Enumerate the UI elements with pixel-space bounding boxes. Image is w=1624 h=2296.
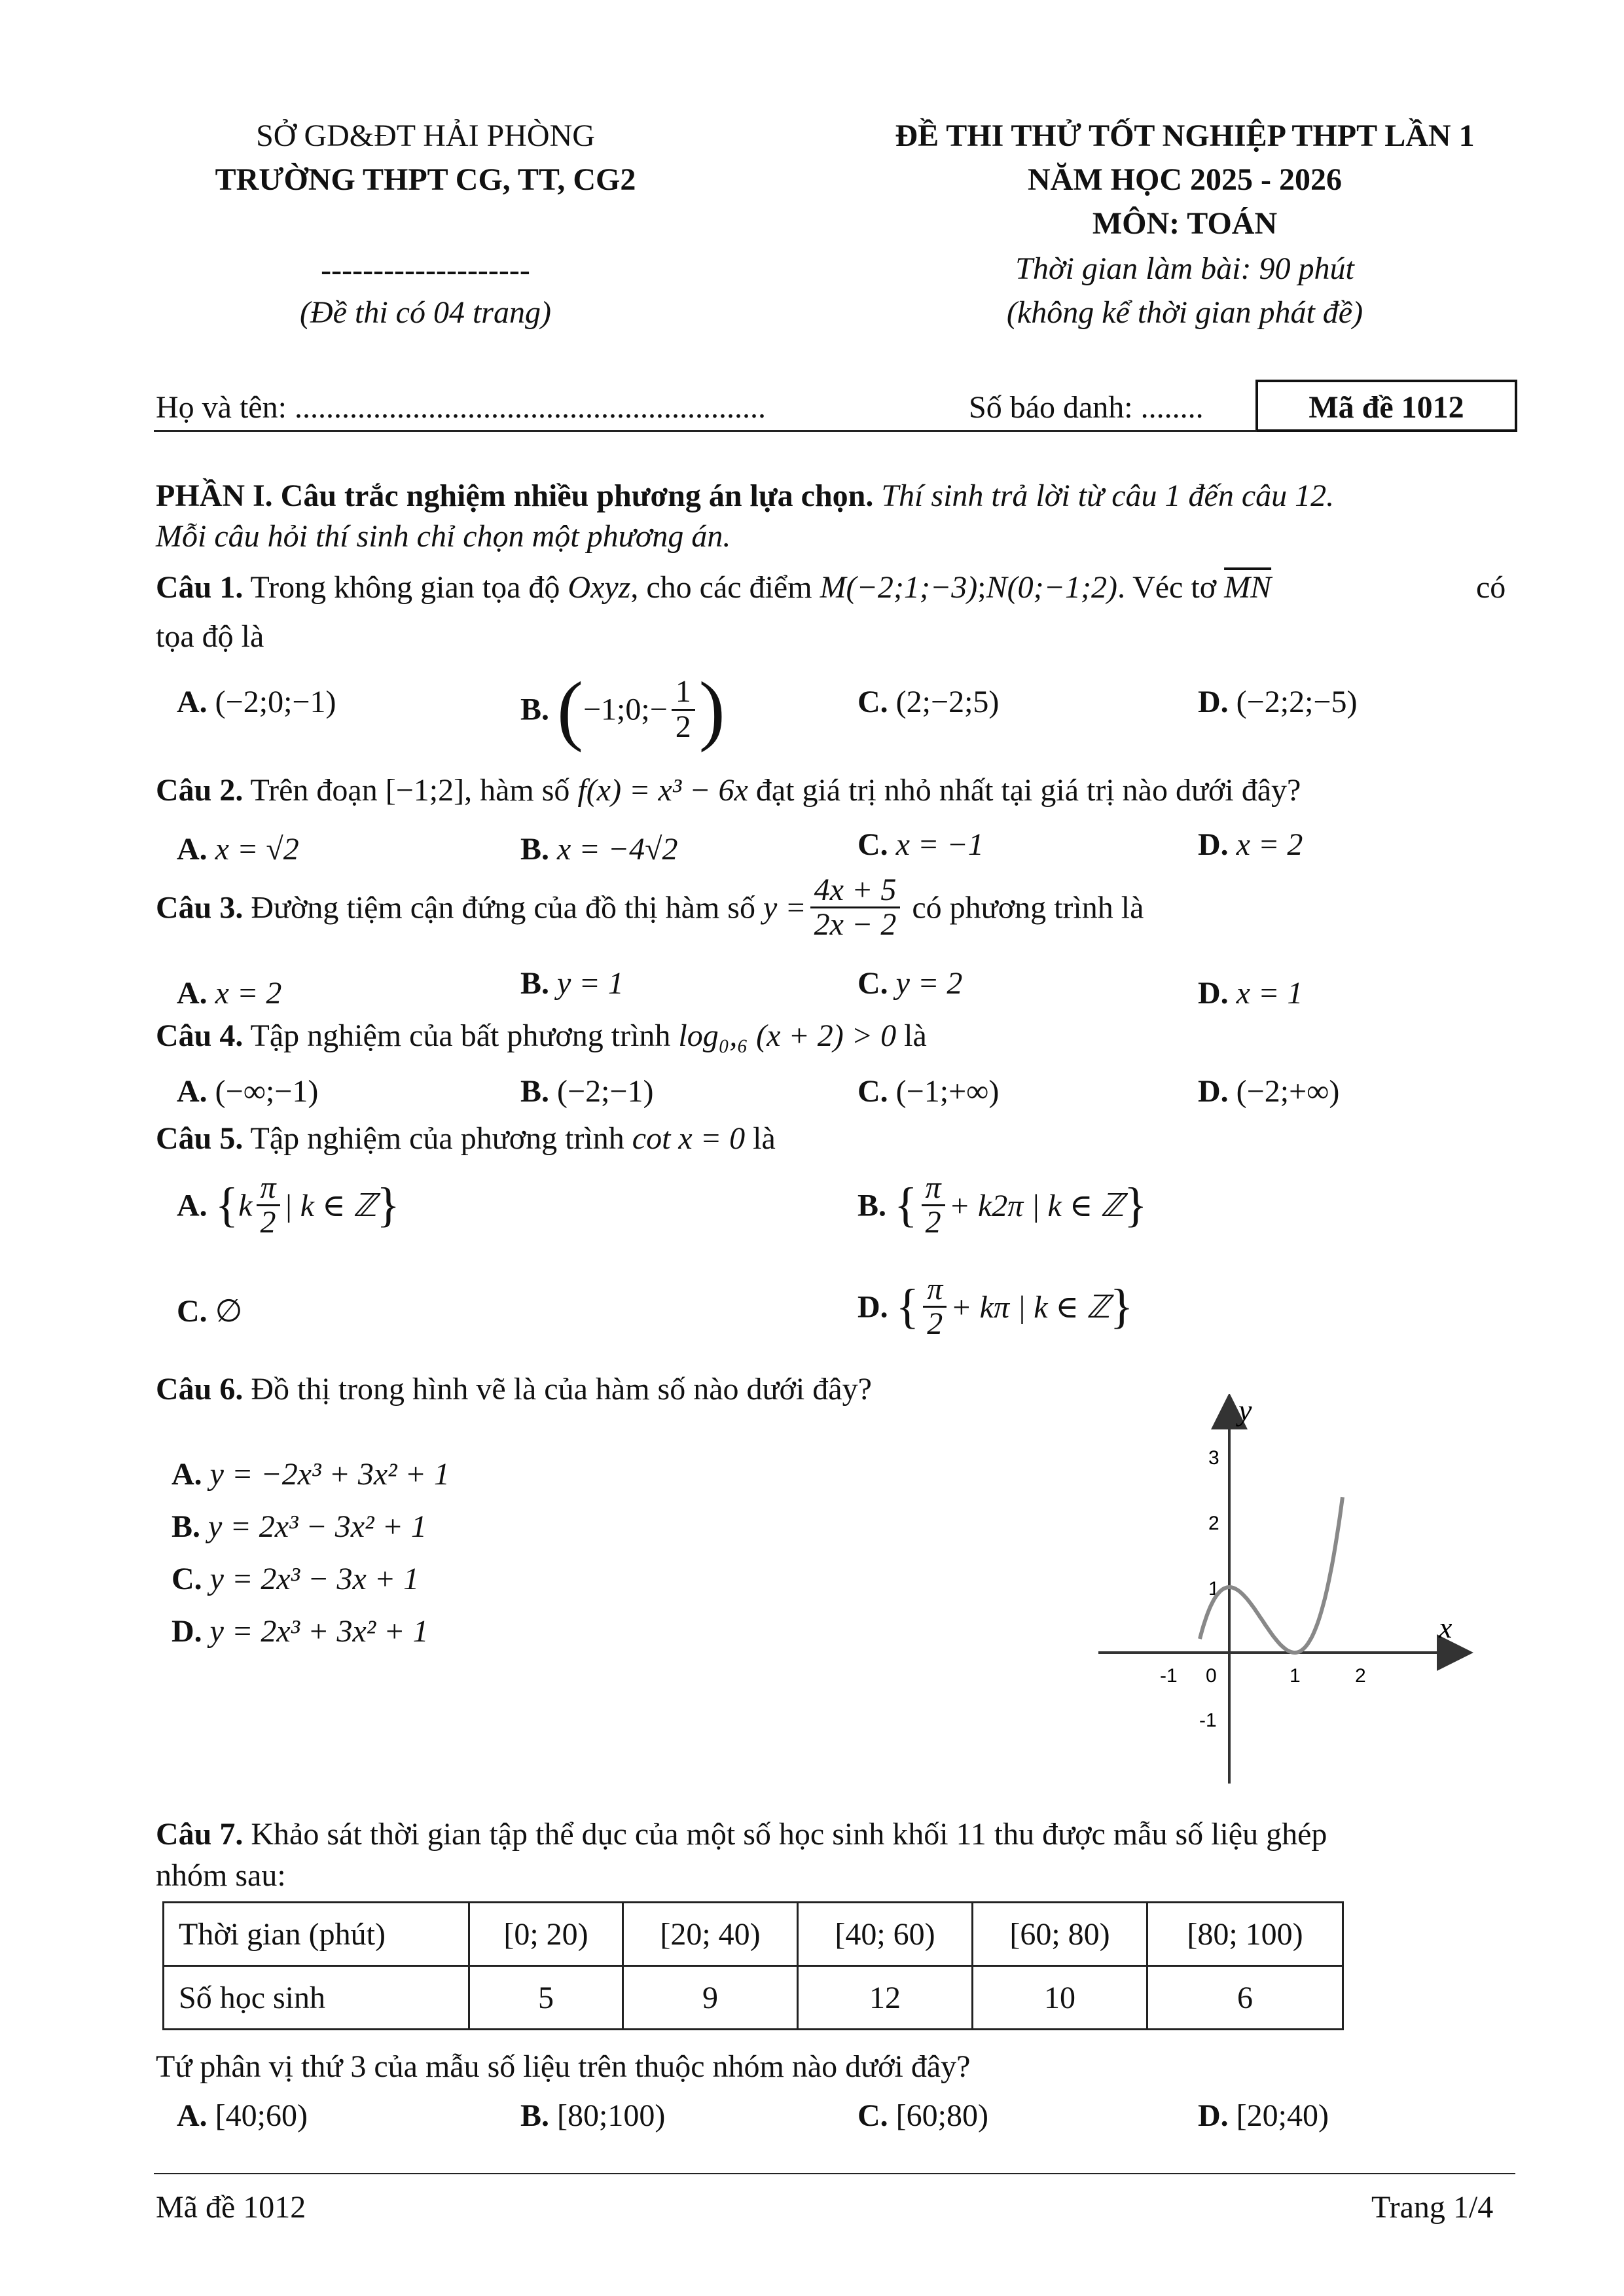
q7-text2: nhóm sau: <box>156 1858 286 1893</box>
y-tick-1: 1 <box>1208 1578 1219 1600</box>
question-7 <box>156 1816 1327 1852</box>
q7-option-d: D. [20;40) <box>1198 2098 1329 2133</box>
x-axis-label: x <box>1439 1611 1453 1644</box>
q4-text2: là <box>904 1018 927 1053</box>
part1-instruction: Thí sinh trả lời từ câu 1 đến câu 12. <box>881 478 1335 513</box>
q4-option-b: B. (−2;−1) <box>520 1074 654 1109</box>
q3-d-value: x = 1 <box>1236 976 1303 1011</box>
q4-a-value: (−∞;−1) <box>215 1074 319 1109</box>
question-5 <box>156 1121 776 1157</box>
q5-option-d: D. { $\frac{\pi}{2}$ + kπ | k ∈ ℤ} <box>857 1272 1134 1342</box>
table-cell: [40; 60) <box>798 1903 973 1966</box>
time-limit: Thời gian làm bài: 90 phút <box>1015 251 1354 286</box>
table-cell: 10 <box>973 1966 1147 2030</box>
school-department: SỞ GD&ĐT HẢI PHÒNG <box>256 118 595 153</box>
q2-c-value: x = −1 <box>895 827 984 862</box>
q5-d-den: 2 <box>927 1306 943 1342</box>
q5-d-num: π <box>923 1273 947 1308</box>
question-3 <box>156 874 1144 942</box>
q1-b-num: 1 <box>672 675 695 710</box>
q5-b-post: + k2π | k ∈ ℤ <box>948 1188 1125 1223</box>
student-id-field: Số báo danh: ........ <box>969 390 1204 425</box>
subject: MÔN: TOÁN <box>1092 206 1278 241</box>
q6-c-value: y = 2x³ − 3x + 1 <box>209 1562 420 1596</box>
part1-title: PHẦN I. Câu trắc nghiệm nhiều phương án lựa chọn. <box>156 478 874 513</box>
q1-point-m: M(−2;1;−3) <box>820 570 978 605</box>
q2-text1: Trên đoạn <box>250 773 378 808</box>
q2-option-a: A. x = √2 <box>177 832 299 867</box>
q2-interval: [−1;2] <box>385 773 465 808</box>
q1-vector: $\overline{MN}$ <box>1224 570 1272 605</box>
y-tick-2: 2 <box>1208 1513 1219 1534</box>
q1-option-b: B. (−1;0;− $\frac{1}{2}$ ) <box>520 666 725 753</box>
q2-option-d: D. x = 2 <box>1198 827 1303 862</box>
q4-option-c: C. (−1;+∞) <box>857 1074 1000 1109</box>
table-cell: 5 <box>469 1966 623 2030</box>
q1-b-pre: −1;0;− <box>583 692 668 727</box>
q5-text1: Tập nghiệm của phương trình <box>250 1121 624 1156</box>
table-row <box>164 1966 1343 2030</box>
q2-function: f(x) = x³ − 6x <box>577 773 748 808</box>
q6-option-b: B. y = 2x³ − 3x² + 1 <box>171 1509 427 1544</box>
function-graph <box>1087 1394 1479 1787</box>
footer-exam-code: Mã đề 1012 <box>156 2190 306 2225</box>
q1-label: Câu 1. <box>156 570 244 605</box>
y-tick-neg1: -1 <box>1199 1710 1217 1731</box>
q7-option-c: C. [60;80) <box>857 2098 988 2133</box>
q1-text3: . Véc tơ <box>1117 570 1217 605</box>
page-count: (Đề thi có 04 trang) <box>300 295 551 330</box>
q7-c-value: [60;80) <box>895 2098 988 2133</box>
header-dashes: -------------------- <box>321 253 530 287</box>
q3-option-a: A. x = 2 <box>177 976 282 1011</box>
part1-heading <box>156 478 1334 514</box>
q5-c-value: ∅ <box>215 1294 243 1329</box>
q1-b-den: 2 <box>675 709 691 744</box>
q3-option-c: C. y = 2 <box>857 966 963 1001</box>
school-name: TRƯỜNG THPT CG, TT, CG2 <box>215 162 636 197</box>
student-name-field: Họ và tên: ............................................................ <box>156 390 766 425</box>
q7-d-value: [20;40) <box>1236 2098 1329 2133</box>
q4-text1: Tập nghiệm của bất phương trình <box>250 1018 671 1053</box>
q1-space: Oxyz <box>568 570 631 605</box>
q7-option-b: B. [80;100) <box>520 2098 666 2133</box>
q7-a-value: [40;60) <box>215 2098 308 2133</box>
q5-option-c: C. ∅ <box>177 1294 243 1329</box>
q2-b-value: x = −4√2 <box>557 832 678 867</box>
q5-a-den: 2 <box>260 1205 276 1240</box>
q2-option-c: C. x = −1 <box>857 827 984 862</box>
q2-option-b: B. x = −4√2 <box>520 832 678 867</box>
q3-numerator: 4x + 5 <box>810 874 901 908</box>
footer-page: Trang 1/4 <box>1371 2190 1494 2225</box>
q3-denominator: 2x − 2 <box>814 907 897 942</box>
q1-text5: tọa độ là <box>156 619 264 654</box>
q4-expression: log₀,₆ (x + 2) > 0 <box>678 1018 897 1053</box>
time-note: (không kể thời gian phát đề) <box>1006 295 1363 330</box>
q4-option-d: D. (−2;+∞) <box>1198 1074 1340 1109</box>
q6-option-d: D. y = 2x³ + 3x² + 1 <box>171 1614 429 1649</box>
q4-c-value: (−1;+∞) <box>895 1074 1000 1109</box>
q5-a-num: π <box>257 1172 280 1206</box>
table-cell: [0; 20) <box>469 1903 623 1966</box>
q1-c-value: (2;−2;5) <box>895 685 1000 719</box>
q5-b-den: 2 <box>925 1205 941 1240</box>
exam-code-box: Mã đề 1012 <box>1255 380 1517 432</box>
x-tick-neg1: -1 <box>1160 1665 1178 1687</box>
y-axis-label: y <box>1238 1394 1252 1427</box>
q6-d-value: y = 2x³ + 3x² + 1 <box>209 1614 429 1649</box>
q1-text2: , cho các điểm <box>630 570 812 605</box>
x-tick-1: 1 <box>1290 1665 1301 1687</box>
table-cell: 6 <box>1147 1966 1343 2030</box>
q7-b-value: [80;100) <box>557 2098 666 2133</box>
q4-option-a: A. (−∞;−1) <box>177 1074 319 1109</box>
q2-a-value: x = √2 <box>215 832 299 867</box>
q1-a-value: (−2;0;−1) <box>215 685 336 719</box>
q5-b-num: π <box>922 1172 945 1206</box>
header-divider <box>154 430 1257 432</box>
q1-option-d: D. (−2;2;−5) <box>1198 685 1358 719</box>
q3-option-d: D. x = 1 <box>1198 976 1303 1011</box>
question-6 <box>156 1371 872 1407</box>
q2-text2: , hàm số <box>464 773 570 808</box>
q1-option-c: C. (2;−2;5) <box>857 685 1000 719</box>
school-year: NĂM HỌC 2025 - 2026 <box>1028 162 1342 197</box>
exam-title: ĐỀ THI THỬ TỐT NGHIỆP THPT LẦN 1 <box>895 118 1475 153</box>
q3-c-value: y = 2 <box>895 966 963 1001</box>
q4-label: Câu 4. <box>156 1018 244 1053</box>
q3-option-b: B. y = 1 <box>520 966 624 1001</box>
y-tick-3: 3 <box>1208 1447 1219 1469</box>
q3-a-value: x = 2 <box>215 976 282 1011</box>
table-row <box>164 1903 1343 1966</box>
table-cell: 9 <box>623 1966 798 2030</box>
table-cell: Số học sinh <box>164 1966 469 2030</box>
q5-d-post: + kπ | k ∈ ℤ <box>950 1289 1110 1325</box>
data-table <box>162 1901 1344 2030</box>
q2-text3: đạt giá trị nhỏ nhất tại giá trị nào dưới đây? <box>755 773 1301 808</box>
function-curve <box>1200 1497 1343 1653</box>
q5-a-post: | k ∈ ℤ <box>283 1188 377 1223</box>
q6-option-a: A. y = −2x³ + 3x² + 1 <box>171 1457 450 1492</box>
q3-label: Câu 3. <box>156 890 244 925</box>
q5-label: Câu 5. <box>156 1121 244 1156</box>
q5-text2: là <box>753 1121 776 1156</box>
q7-option-a: A. [40;60) <box>177 2098 308 2133</box>
question-4 <box>156 1018 927 1054</box>
q1-option-a: A. (−2;0;−1) <box>177 685 336 719</box>
footer-divider <box>154 2173 1515 2174</box>
table-cell: [80; 100) <box>1147 1903 1343 1966</box>
origin-label: 0 <box>1206 1665 1217 1687</box>
q3-y: y = <box>763 890 806 925</box>
q5-option-b: B. { $\frac{\pi}{2}$ + k2π | k ∈ ℤ} <box>857 1170 1147 1240</box>
question-1: Câu 1. Trong không gian tọa độ Oxyz, cho các điểm M(−2;1;−3);N(0;−1;2). Véc tơ $\overline{MN}$ <box>156 570 1272 605</box>
x-tick-2: 2 <box>1355 1665 1366 1687</box>
q6-b-value: y = 2x³ − 3x² + 1 <box>208 1509 427 1544</box>
q6-text: Đồ thị trong hình vẽ là của hàm số nào dưới đây? <box>251 1372 872 1407</box>
part1-instruction-2: Mỗi câu hỏi thí sinh chỉ chọn một phương án. <box>156 519 731 554</box>
q5-option-a: A. {k $\frac{\pi}{2}$ | k ∈ ℤ} <box>177 1170 400 1240</box>
q6-option-c: C. y = 2x³ − 3x + 1 <box>171 1562 420 1596</box>
table-cell: 12 <box>798 1966 973 2030</box>
q2-d-value: x = 2 <box>1236 827 1303 862</box>
q1-point-n: N(0;−1;2) <box>986 570 1117 605</box>
q5-a-pre: k <box>238 1188 253 1223</box>
table-cell: [60; 80) <box>973 1903 1147 1966</box>
q1-text: Trong không gian tọa độ <box>250 570 560 605</box>
q3-text2: có phương trình là <box>912 890 1144 925</box>
q4-b-value: (−2;−1) <box>557 1074 654 1109</box>
q1-d-value: (−2;2;−5) <box>1236 685 1358 719</box>
q7-text1: Khảo sát thời gian tập thể dục của một số học sinh khối 11 thu được mẫu số liệu ghép <box>251 1817 1327 1852</box>
q7-label: Câu 7. <box>156 1817 244 1852</box>
q3-b-value: y = 1 <box>557 966 624 1001</box>
q5-expression: cot x = 0 <box>632 1121 746 1156</box>
q4-d-value: (−2;+∞) <box>1236 1074 1340 1109</box>
q7-question: Tứ phân vị thứ 3 của mẫu số liệu trên thuộc nhóm nào dưới đây? <box>156 2049 971 2084</box>
table-cell: [20; 40) <box>623 1903 798 1966</box>
table-cell: Thời gian (phút) <box>164 1903 469 1966</box>
question-2 <box>156 772 1301 808</box>
q6-label: Câu 6. <box>156 1372 244 1407</box>
q6-a-value: y = −2x³ + 3x² + 1 <box>209 1457 450 1492</box>
q2-label: Câu 2. <box>156 773 244 808</box>
q1-text4: có <box>1476 570 1506 605</box>
q3-text1: Đường tiệm cận đứng của đồ thị hàm số <box>251 890 755 925</box>
